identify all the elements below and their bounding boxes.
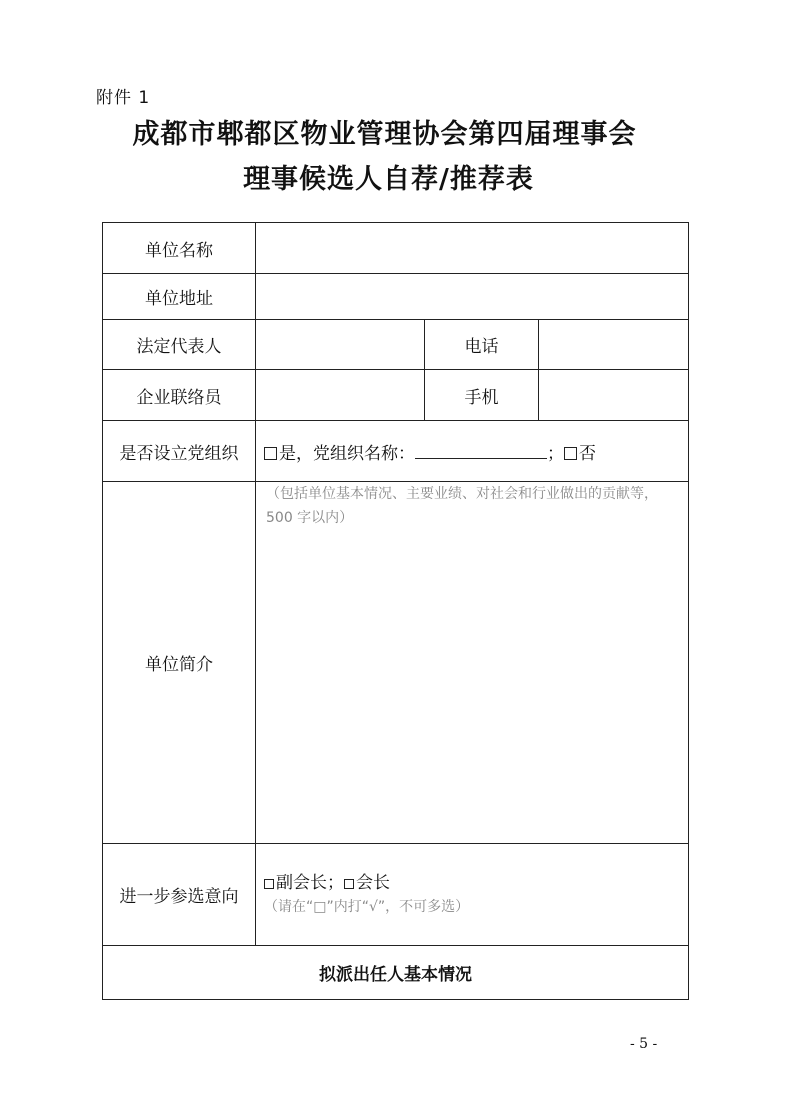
president-label: 会长 [356, 872, 390, 893]
mobile-field[interactable] [539, 370, 689, 421]
document-subtitle: 理事候选人自荐/推荐表 [243, 164, 534, 195]
party-yes-checkbox[interactable] [264, 447, 277, 460]
row-unit-name [103, 223, 689, 274]
legal-rep-field[interactable] [256, 320, 425, 370]
intro-hint: （包括单位基本情况、主要业绩、对社会和行业做出的贡献等，500 字以内） [266, 486, 658, 526]
legal-rep-label: 法定代表人 [103, 320, 256, 370]
row-section-heading [103, 946, 689, 1000]
intention-label: 进一步参选意向 [103, 844, 256, 946]
row-contact [103, 370, 689, 421]
phone-label: 电话 [425, 320, 539, 370]
row-party-org [103, 421, 689, 482]
party-org-label: 是否设立党组织 [103, 421, 256, 482]
nomination-form-table [102, 222, 689, 1000]
phone-field[interactable] [539, 320, 689, 370]
party-no-checkbox[interactable] [564, 447, 577, 460]
row-intention [103, 844, 689, 946]
document-title: 成都市郫都区物业管理协会第四届理事会 [132, 119, 637, 150]
row-unit-address [103, 274, 689, 320]
unit-name-label: 单位名称 [103, 223, 256, 274]
intro-label: 单位简介 [103, 482, 256, 844]
contact-label: 企业联络员 [103, 370, 256, 421]
attachment-label: 附件 1 [96, 88, 151, 108]
party-separator: ； [547, 443, 564, 464]
vice-president-label: 副会长； [276, 872, 344, 893]
intention-field [256, 844, 689, 946]
president-checkbox[interactable] [344, 879, 354, 889]
party-yes-label: 是，党组织名称： [279, 443, 415, 464]
party-name-blank[interactable] [415, 444, 547, 459]
intention-hint: （请在“□”内打“√”，不可多选） [264, 898, 470, 915]
unit-address-field[interactable] [256, 274, 689, 320]
row-legal-rep [103, 320, 689, 370]
party-no-label: 否 [579, 443, 596, 464]
contact-field[interactable] [256, 370, 425, 421]
row-unit-intro [103, 482, 689, 844]
party-org-field [256, 421, 689, 482]
vice-president-checkbox[interactable] [264, 879, 274, 889]
intro-field[interactable] [256, 482, 689, 844]
section-heading: 拟派出任人基本情况 [103, 946, 689, 1000]
unit-name-field[interactable] [256, 223, 689, 274]
unit-address-label: 单位地址 [103, 274, 256, 320]
page-number: - 5 - [630, 1036, 658, 1052]
mobile-label: 手机 [425, 370, 539, 421]
